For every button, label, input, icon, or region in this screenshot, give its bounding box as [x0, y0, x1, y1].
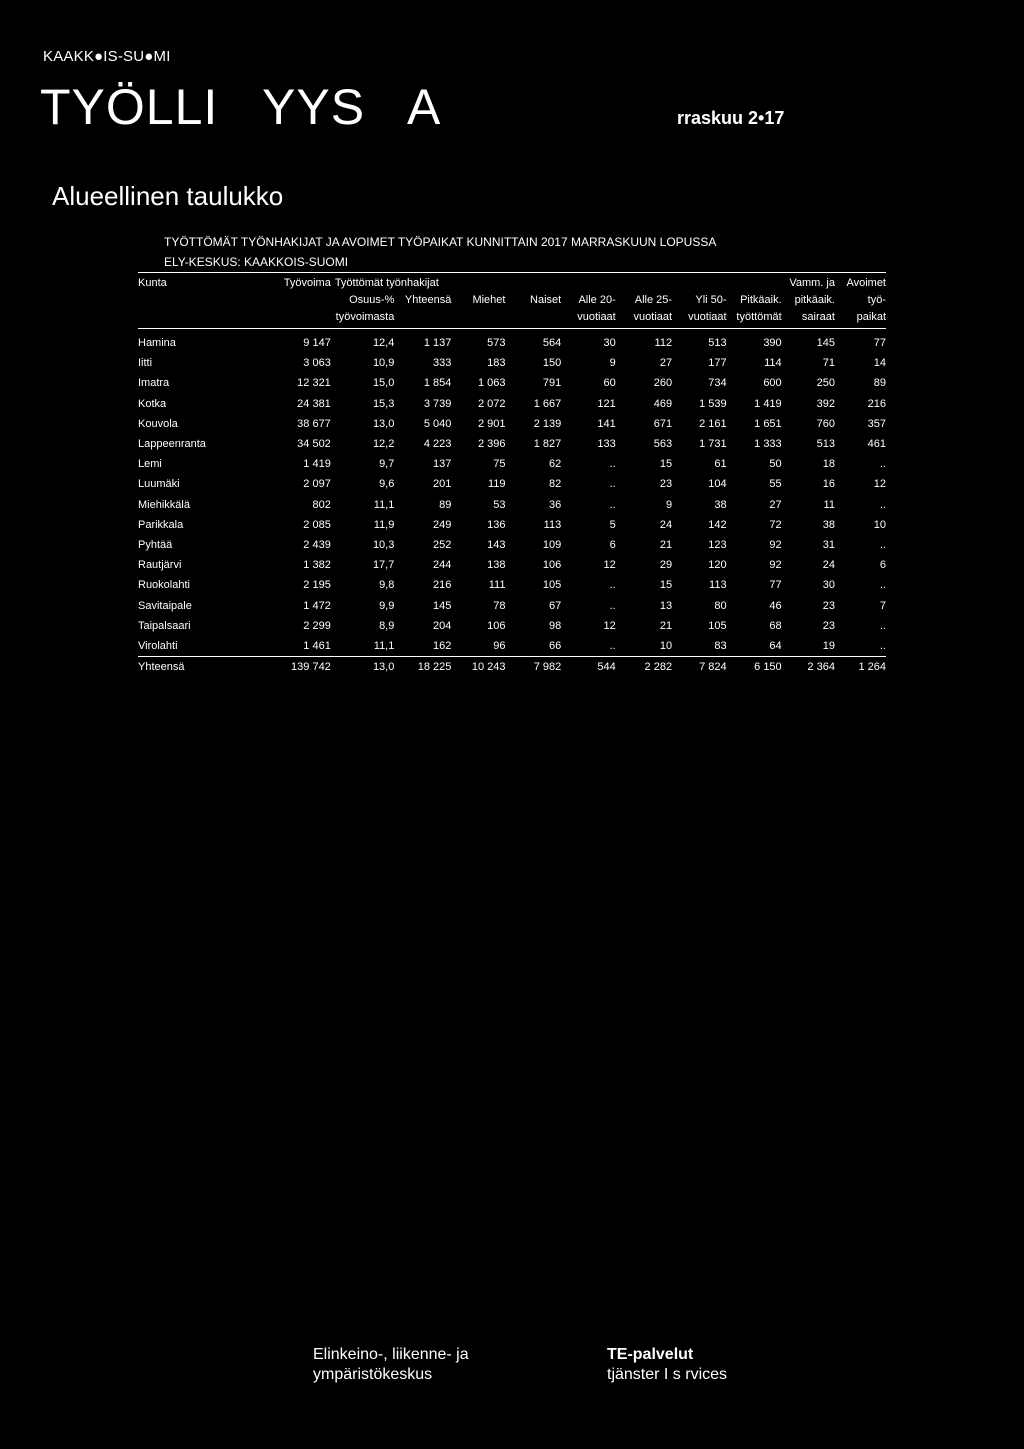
table-cell: 53 — [493, 498, 506, 511]
table-cell: .. — [879, 538, 886, 551]
col-header-yli50: Yli 50- — [695, 294, 727, 306]
table-cell: 564 — [542, 337, 562, 350]
table-cell: 2 901 — [477, 417, 506, 430]
table-header-row-1 — [138, 273, 886, 293]
row-label: Savitaipale — [138, 599, 192, 612]
table-cell: 92 — [769, 538, 782, 551]
table-cell: 2 439 — [303, 538, 331, 551]
table-cell: 92 — [769, 559, 782, 572]
col-header-tyottomat: Työttömät työnhakijat — [331, 273, 561, 293]
ely-logo-line1: Elinkeino-, liikenne- ja — [313, 1346, 469, 1363]
col-header-tyovoimasta: työvoimasta — [331, 309, 395, 329]
table-cell: 513 — [816, 438, 835, 451]
table-cell: 2 097 — [303, 478, 331, 491]
table-cell: 10 243 — [451, 657, 505, 678]
table-cell: 123 — [708, 538, 727, 551]
table-cell: 563 — [653, 438, 673, 451]
table-cell: 802 — [312, 498, 331, 511]
table-row — [138, 616, 886, 636]
table-cell: 104 — [708, 478, 727, 491]
table-cell: 600 — [763, 377, 782, 390]
col-header-yhteensa: Yhteensä — [404, 294, 452, 306]
table-cell: 1 137 — [423, 337, 452, 350]
table-cell: 250 — [816, 377, 835, 390]
table-cell: 1 264 — [835, 657, 886, 678]
table-row — [138, 394, 886, 414]
table-cell: 734 — [708, 377, 727, 390]
table-cell: 138 — [487, 559, 506, 572]
table-cell: 112 — [654, 337, 673, 350]
table-cell: .. — [879, 498, 886, 511]
col-header-avoimet: Avoimet — [835, 273, 886, 293]
table-cell: 1 063 — [477, 377, 506, 390]
table-cell: 78 — [493, 599, 506, 612]
table-cell: 333 — [433, 357, 452, 370]
table-cell: .. — [879, 639, 886, 652]
col-header-naiset: Naiset — [530, 294, 562, 306]
col-header-yli50-3: vuotiaat — [672, 309, 727, 329]
table-cell: 216 — [867, 397, 886, 410]
table-cell: 7 — [879, 599, 886, 612]
table-cell: 12,2 — [372, 438, 395, 451]
table-cell: 68 — [769, 619, 782, 632]
table-row — [138, 535, 886, 555]
col-header-pitkaaik-3: työttömät — [727, 309, 782, 329]
table-cell: 119 — [487, 478, 506, 491]
table-cell: 12 — [603, 619, 616, 632]
table-row — [138, 474, 886, 494]
table-cell: 1 539 — [699, 397, 727, 410]
table-cell: 77 — [769, 579, 782, 592]
table-row — [138, 555, 886, 575]
col-header-vamm-2: pitkäaik. — [794, 294, 835, 306]
row-label: Imatra — [138, 377, 170, 390]
table-cell: 12 321 — [297, 377, 331, 390]
table-cell: 5 — [609, 518, 616, 531]
row-label: Iitti — [138, 357, 153, 370]
table-cell: 7 824 — [672, 657, 727, 678]
table-cell: 9,9 — [379, 599, 395, 612]
table-cell: 121 — [597, 397, 616, 410]
table-cell: 671 — [653, 417, 673, 430]
col-header-vamm: Vamm. ja — [782, 273, 835, 293]
te-logo — [607, 1345, 727, 1385]
table-caption: TYÖTTÖMÄT TYÖNHAKIJAT JA AVOIMET TYÖPAIKAT KUNNITTAIN 2017 MARRASKUUN LOPUSSA — [164, 235, 717, 249]
table-cell: 29 — [659, 559, 673, 572]
table-cell: 2 195 — [303, 579, 331, 592]
table-cell: .. — [609, 458, 616, 471]
table-row — [138, 495, 886, 515]
col-header-vamm-3: sairaat — [782, 309, 835, 329]
table-cell: 1 382 — [303, 559, 331, 572]
table-cell: 36 — [548, 498, 562, 511]
table-cell: 27 — [769, 498, 782, 511]
table-cell: 34 502 — [297, 438, 331, 451]
table-cell: 145 — [433, 599, 452, 612]
table-cell: 67 — [548, 599, 562, 612]
table-cell: 38 677 — [297, 417, 331, 430]
table-cell: 2 396 — [477, 438, 506, 451]
table-cell: 142 — [708, 518, 727, 531]
table-cell: 9 147 — [303, 337, 331, 350]
table-cell: 573 — [487, 337, 506, 350]
table-cell: 10 — [659, 639, 673, 652]
table-cell: .. — [609, 579, 616, 592]
table-cell: 113 — [543, 518, 562, 531]
table-cell: 6 — [879, 559, 886, 572]
row-label: Luumäki — [138, 478, 180, 491]
table-cell: 106 — [542, 559, 562, 572]
page-title: TYÖLLI YYS A — [40, 79, 442, 135]
table-cell: 15 — [659, 458, 673, 471]
table-cell: 6 — [609, 538, 616, 551]
table-cell: 46 — [769, 599, 782, 612]
table-cell: 98 — [548, 619, 562, 632]
table-cell: 7 982 — [505, 657, 561, 678]
table-cell: 2 161 — [699, 417, 727, 430]
col-header-avoimet-3: paikat — [835, 309, 886, 329]
table-cell: 141 — [597, 417, 616, 430]
table-cell: 120 — [708, 559, 727, 572]
table-cell: 1 461 — [303, 639, 331, 652]
table-cell: 204 — [433, 619, 452, 632]
table-cell: 201 — [433, 478, 452, 491]
table-cell: 760 — [816, 417, 835, 430]
table-body — [138, 329, 886, 678]
table-cell: 89 — [873, 377, 886, 390]
table-cell: 252 — [433, 538, 452, 551]
table-cell: 15,0 — [372, 377, 395, 390]
table-cell: 23 — [822, 599, 835, 612]
table-cell: 83 — [714, 639, 727, 652]
row-label: Ruokolahti — [138, 579, 190, 592]
table-cell: 133 — [597, 438, 616, 451]
table-cell: 13,0 — [372, 417, 395, 430]
table-cell: 183 — [487, 357, 506, 370]
table-total-row — [138, 657, 886, 678]
table-cell: 64 — [769, 639, 782, 652]
table-cell: .. — [609, 498, 616, 511]
table-row — [138, 434, 886, 454]
table-cell: 17,7 — [372, 559, 395, 572]
table-cell: 1 667 — [533, 397, 562, 410]
table-cell: 96 — [493, 639, 506, 652]
table-cell: 15,3 — [372, 397, 395, 410]
table-cell: 3 739 — [423, 397, 452, 410]
table-cell: .. — [879, 619, 886, 632]
row-label: Kotka — [138, 397, 167, 410]
te-logo-line2: tjänster I s rvices — [607, 1366, 728, 1383]
table-cell: 109 — [542, 538, 562, 551]
table-cell: 30 — [603, 337, 616, 350]
table-cell: 12 — [603, 559, 616, 572]
table-cell: 162 — [433, 639, 452, 652]
table-cell: 13 — [659, 599, 673, 612]
row-label: Kouvola — [138, 417, 178, 430]
table-cell: .. — [609, 599, 616, 612]
table-cell: 62 — [548, 458, 562, 471]
table-cell: 30 — [822, 579, 835, 592]
table-cell: .. — [609, 639, 616, 652]
row-label: Parikkala — [138, 518, 184, 531]
row-label: Pyhtää — [138, 538, 173, 551]
table-cell: 24 381 — [297, 397, 331, 410]
col-header-kunta: Kunta — [138, 273, 263, 293]
table-cell: 2 072 — [477, 397, 506, 410]
table-cell: 75 — [493, 458, 506, 471]
table-row — [138, 414, 886, 434]
table-cell: 1 854 — [423, 377, 452, 390]
table-cell: 2 139 — [533, 417, 562, 430]
row-label: Taipalsaari — [138, 619, 191, 632]
table-row — [138, 595, 886, 615]
row-label: Virolahti — [138, 639, 178, 652]
table-cell: 145 — [816, 337, 835, 350]
table-cell: 1 651 — [754, 417, 782, 430]
table-cell: 27 — [659, 357, 673, 370]
col-header-pitkaaik: Pitkäaik. — [740, 294, 782, 306]
col-header-alle25: Alle 25- — [634, 294, 673, 306]
table-cell: 5 040 — [423, 417, 452, 430]
table-cell: 469 — [653, 397, 673, 410]
table-cell: 1 419 — [754, 397, 782, 410]
table-cell: 3 063 — [303, 357, 331, 370]
table-cell: 137 — [433, 458, 452, 471]
table-cell: 1 419 — [303, 458, 331, 471]
brand-name: KAAKK●IS-SU●MI — [43, 48, 171, 65]
table-row — [138, 373, 886, 393]
table-cell: 461 — [867, 438, 886, 451]
table-cell: 10,3 — [372, 538, 395, 551]
table-cell: 18 — [822, 458, 835, 471]
table-cell: 55 — [769, 478, 782, 491]
col-header-miehet: Miehet — [472, 294, 506, 306]
table-cell: 357 — [867, 417, 886, 430]
table-cell: 791 — [542, 377, 562, 390]
table-cell: 260 — [653, 377, 673, 390]
table-cell: 106 — [487, 619, 506, 632]
table-cell: 544 — [561, 657, 616, 678]
col-header-alle20: Alle 20- — [578, 294, 616, 306]
table-subcaption: ELY-KESKUS: KAAKKOIS-SUOMI — [164, 255, 349, 269]
table-cell: 9 — [665, 498, 673, 511]
table-cell: 2 364 — [782, 657, 835, 678]
table-cell: 136 — [487, 518, 506, 531]
table-cell: 1 827 — [533, 438, 562, 451]
table-cell: 392 — [816, 397, 835, 410]
table-cell: 4 223 — [423, 438, 452, 451]
table-cell: 14 — [873, 357, 886, 370]
table-cell: 244 — [433, 559, 452, 572]
table-cell: 38 — [822, 518, 835, 531]
table-cell: 11,9 — [373, 518, 395, 531]
table-cell: 139 742 — [263, 657, 331, 678]
table-cell: 66 — [548, 639, 562, 652]
ely-logo-line2: ympäristökeskus — [313, 1366, 433, 1383]
table-cell: 2 299 — [303, 619, 331, 632]
table-cell: 9,7 — [379, 458, 395, 471]
table-cell: 80 — [714, 599, 727, 612]
row-label: Rautjärvi — [138, 559, 182, 572]
table-cell: 23 — [659, 478, 673, 491]
col-header-alle25-3: vuotiaat — [616, 309, 672, 329]
table-cell: 216 — [433, 579, 452, 592]
table-cell: 6 150 — [727, 657, 782, 678]
table-cell: 1 333 — [754, 438, 782, 451]
table-cell: 24 — [659, 518, 673, 531]
table-cell: 24 — [822, 559, 835, 572]
col-header-tyovoima: Työvoima — [263, 273, 331, 293]
table-cell: 12 — [873, 478, 886, 491]
table-cell: 16 — [822, 478, 835, 491]
row-label: Yhteensä — [138, 657, 263, 678]
table-cell: 11 — [823, 498, 835, 511]
table-cell: 50 — [769, 458, 782, 471]
row-label: Lappeenranta — [138, 438, 206, 451]
table-cell: 31 — [822, 538, 835, 551]
table-cell: 111 — [488, 579, 506, 592]
table-cell: 11,1 — [373, 639, 395, 652]
table-cell: 38 — [714, 498, 727, 511]
col-header-alle20-3: vuotiaat — [561, 309, 616, 329]
ely-logo — [313, 1345, 469, 1385]
row-label: Miehikkälä — [138, 498, 190, 511]
table-cell: 2 282 — [616, 657, 672, 678]
table-cell: 114 — [764, 357, 782, 370]
table-cell: 10 — [873, 518, 886, 531]
table-cell: .. — [879, 458, 886, 471]
table-row — [138, 329, 886, 354]
row-label: Lemi — [138, 458, 162, 471]
table-cell: 150 — [542, 357, 562, 370]
table-row — [138, 575, 886, 595]
table-header-row-2 — [138, 292, 886, 309]
row-label: Hamina — [138, 337, 176, 350]
table-row — [138, 515, 886, 535]
table-cell: 82 — [548, 478, 562, 491]
te-logo-line1: TE-palvelut — [607, 1346, 694, 1363]
data-table — [138, 272, 886, 677]
table-cell: 21 — [659, 619, 673, 632]
table-cell: 13,0 — [331, 657, 395, 678]
table-cell: 10,9 — [372, 357, 395, 370]
table-cell: 249 — [433, 518, 452, 531]
table-header-row-3 — [138, 309, 886, 329]
table-cell: 71 — [822, 357, 835, 370]
table-cell: 1 472 — [303, 599, 331, 612]
table-cell: 19 — [822, 639, 835, 652]
table-cell: 390 — [763, 337, 782, 350]
table-cell: 105 — [708, 619, 727, 632]
col-header-avoimet-2: työ- — [867, 294, 886, 306]
table-cell: 21 — [659, 538, 673, 551]
report-date: rraskuu 2​•​17 — [677, 108, 785, 128]
table-cell: 9,6 — [379, 478, 395, 491]
table-row — [138, 353, 886, 373]
table-cell: 2 085 — [303, 518, 331, 531]
table-cell: 77 — [873, 337, 886, 350]
table-cell: 12,4 — [372, 337, 395, 350]
table-cell: 9,8 — [379, 579, 395, 592]
table-cell: 72 — [769, 518, 782, 531]
col-header-osuus: Osuus-% — [349, 294, 395, 306]
table-cell: 23 — [822, 619, 835, 632]
table-cell: 11,1 — [373, 498, 395, 511]
table-cell: 143 — [487, 538, 506, 551]
table-cell: 105 — [542, 579, 562, 592]
table-cell: .. — [609, 478, 616, 491]
table-cell: 8,9 — [379, 619, 395, 632]
table-cell: 89 — [439, 498, 452, 511]
table-cell: 61 — [714, 458, 727, 471]
section-title: Alueellinen taulukko — [52, 181, 284, 211]
table-cell: 15 — [659, 579, 673, 592]
table-cell: 1 731 — [699, 438, 727, 451]
table-cell: 9 — [609, 357, 616, 370]
table-cell: 60 — [603, 377, 616, 390]
table-cell: 513 — [708, 337, 727, 350]
table-cell: 113 — [709, 579, 727, 592]
table-cell: 177 — [708, 357, 727, 370]
table-row — [138, 454, 886, 474]
table-cell: 18 225 — [394, 657, 451, 678]
table-cell: .. — [879, 579, 886, 592]
table-row — [138, 636, 886, 657]
